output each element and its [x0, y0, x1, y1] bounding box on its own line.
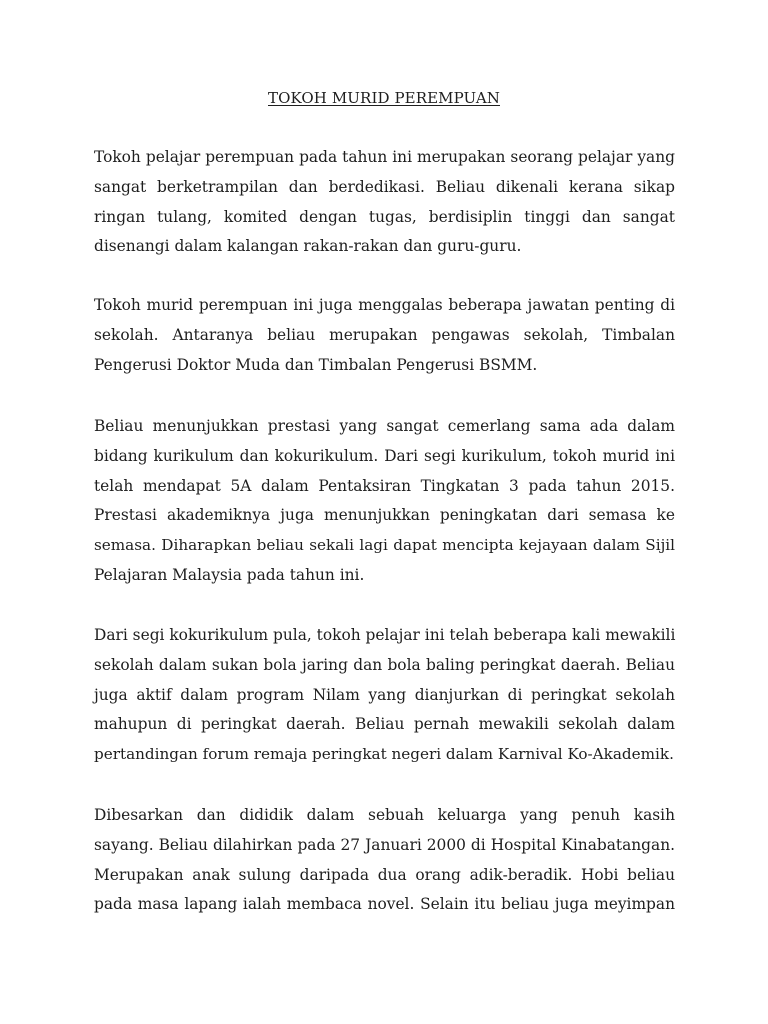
- text-line: pertandingan forum remaja peringkat negeri dalam Karnival Ko-Akademik.: [94, 745, 674, 764]
- text-line: Tokoh pelajar perempuan pada tahun ini merupakan seorang pelajar yang: [94, 148, 675, 166]
- text-line: Dari segi kokurikulum pula, tokoh pelajar ini telah beberapa kali mewakili: [94, 626, 676, 644]
- text-line: sangat berketrampilan dan berdedikasi. Beliau dikenali kerana sikap: [94, 177, 675, 196]
- text-line: Merupakan anak sulung daripada dua orang adik-beradik. Hobi beliau: [94, 865, 675, 884]
- text-line: semasa. Diharapkan beliau sekali lagi dapat mencipta kejayaan dalam Sijil: [94, 536, 675, 555]
- document-title: TOKOH MURID PEREMPUAN: [268, 89, 500, 107]
- text-line: telah mendapat 5A dalam Pentaksiran Tingkatan 3 pada tahun 2015.: [94, 476, 675, 495]
- text-line: disenangi dalam kalangan rakan-rakan dan guru-guru.: [94, 237, 522, 256]
- text-line: ringan tulang, komited dengan tugas, berdisiplin tinggi dan sangat: [94, 207, 675, 226]
- paragraph-1: [94, 143, 675, 262]
- text-line: sayang. Beliau dilahirkan pada 27 Januari 2000 di Hospital Kinabatangan.: [94, 835, 675, 854]
- text-line: sekolah dalam sukan bola jaring dan bola baling peringkat daerah. Beliau: [94, 655, 675, 674]
- paragraph-2: [94, 291, 675, 380]
- text-line: bidang kurikulum dan kokurikulum. Dari segi kurikulum, tokoh murid ini: [94, 446, 675, 465]
- paragraph-3: [94, 412, 675, 591]
- paragraph-5: [94, 801, 675, 920]
- paragraph-4: [94, 621, 675, 770]
- text-line: Pelajaran Malaysia pada tahun ini.: [94, 565, 365, 584]
- text-line: Beliau menunjukkan prestasi yang sangat cemerlang sama ada dalam: [94, 417, 675, 435]
- text-line: pada masa lapang ialah membaca novel. Selain itu beliau juga meyimpan: [94, 895, 675, 914]
- text-line: mahupun di peringkat daerah. Beliau pernah mewakili sekolah dalam: [94, 715, 675, 734]
- text-line: Dibesarkan dan dididik dalam sebuah keluarga yang penuh kasih: [94, 806, 675, 824]
- text-line: juga aktif dalam program Nilam yang dianjurkan di peringkat sekolah: [94, 685, 675, 704]
- text-line: Pengerusi Doktor Muda dan Timbalan Pengerusi BSMM.: [94, 355, 538, 374]
- text-line: sekolah. Antaranya beliau merupakan pengawas sekolah, Timbalan: [94, 325, 675, 344]
- text-line: Tokoh murid perempuan ini juga menggalas beberapa jawatan penting di: [94, 296, 675, 314]
- text-line: Prestasi akademiknya juga menunjukkan peningkatan dari semasa ke: [94, 506, 675, 525]
